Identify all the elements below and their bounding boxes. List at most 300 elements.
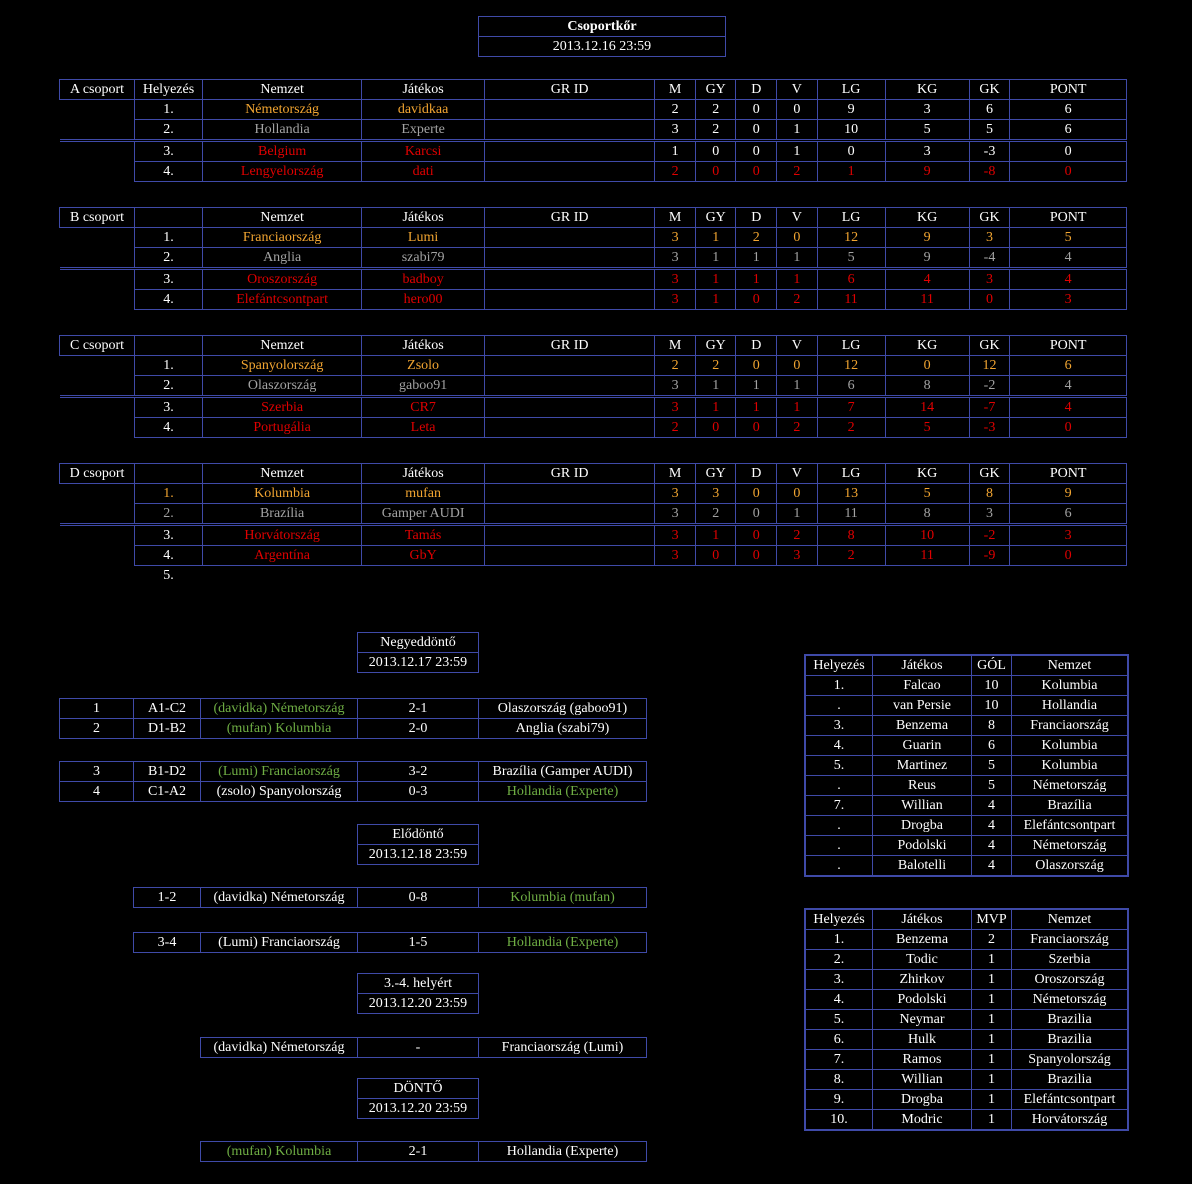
group-table-2: [59, 335, 1127, 438]
cell-pont: 6: [1010, 120, 1127, 141]
group-row: [60, 248, 1127, 269]
match-code: A1-C2: [134, 699, 201, 719]
cell-gk: 0: [969, 290, 1010, 310]
cell-grid: [484, 290, 654, 310]
mvp-cell: 1: [972, 970, 1012, 990]
cell-nation: Horvátország: [203, 525, 362, 546]
cell-grid: [484, 484, 654, 504]
cell-gy: 0: [695, 141, 736, 162]
cell-d: 0: [736, 120, 777, 141]
empty-cell: [777, 566, 818, 586]
scorers-cell: 5.: [806, 756, 873, 776]
empty-cell: [885, 566, 969, 586]
scorers-cell: 4: [972, 796, 1012, 816]
cell-lg: 2: [817, 418, 885, 438]
scorers-cell: Willian: [873, 796, 972, 816]
cell-d: 2: [736, 228, 777, 248]
scorers-cell: .: [806, 696, 873, 716]
cell-pont: 4: [1010, 376, 1127, 397]
cell-player: davidkaa: [362, 100, 485, 120]
cell-gk: -3: [969, 141, 1010, 162]
empty-cell: [695, 566, 736, 586]
third-away: Franciaország (Lumi): [479, 1038, 647, 1058]
cell-pos: 1.: [135, 356, 203, 376]
cell-lg: 10: [817, 120, 885, 141]
scorers-cell: Benzema: [873, 716, 972, 736]
cell-d: 0: [736, 546, 777, 566]
final-header: [357, 1078, 479, 1119]
cell-grid: [484, 546, 654, 566]
cell-nation: Oroszország: [203, 269, 362, 290]
header-kg: KG: [885, 208, 969, 228]
scorers-cell: Olaszország: [1012, 856, 1128, 876]
scorers-cell: Falcao: [873, 676, 972, 696]
cell-player: hero00: [362, 290, 485, 310]
cell-pont: 0: [1010, 162, 1127, 182]
cell-m: 3: [655, 228, 696, 248]
mvp-row: [806, 1030, 1128, 1050]
quarter-header: [357, 632, 479, 673]
cell-nation: Olaszország: [203, 376, 362, 397]
header-v: V: [777, 208, 818, 228]
page-date: 2013.12.16 23:59: [479, 37, 726, 57]
third-home: (davidka) Németország: [201, 1038, 358, 1058]
scorers-row: [806, 776, 1128, 796]
cell-m: 3: [655, 290, 696, 310]
cell-gk: -3: [969, 418, 1010, 438]
group-row: [60, 356, 1127, 376]
group-row: [60, 228, 1127, 248]
cell-pos: 2.: [135, 120, 203, 141]
group-row: [60, 546, 1127, 566]
mvp-cell: 10.: [806, 1110, 873, 1130]
mvp-cell: 6.: [806, 1030, 873, 1050]
mvp-row: [806, 990, 1128, 1010]
scorers-cell: Kolumbia: [1012, 756, 1128, 776]
cell-v: 0: [777, 356, 818, 376]
header-gy: GY: [695, 464, 736, 484]
cell-gy: 1: [695, 269, 736, 290]
cell-player: Gamper AUDI: [362, 504, 485, 525]
cell-v: 2: [777, 525, 818, 546]
cell-lg: 6: [817, 376, 885, 397]
cell-lg: 12: [817, 228, 885, 248]
scorers-header: Játékos: [873, 656, 972, 676]
scorers-cell: .: [806, 836, 873, 856]
scorers-table: [805, 655, 1128, 876]
mvp-cell: Benzema: [873, 930, 972, 950]
cell-v: 1: [777, 141, 818, 162]
scorers-cell: .: [806, 776, 873, 796]
mvp-cell: Spanyolország: [1012, 1050, 1128, 1070]
cell-v: 0: [777, 100, 818, 120]
empty-cell: [203, 566, 362, 586]
header-grid: GR ID: [484, 336, 654, 356]
cell-pont: 5: [1010, 228, 1127, 248]
header-v: V: [777, 336, 818, 356]
cell-nation: Hollandia: [203, 120, 362, 141]
row-spacer: [60, 120, 135, 141]
group-row: [60, 162, 1127, 182]
cell-d: 1: [736, 397, 777, 418]
scorers-row: [806, 736, 1128, 756]
row-spacer: [60, 290, 135, 310]
cell-v: 1: [777, 248, 818, 269]
cell-lg: 1: [817, 162, 885, 182]
cell-kg: 0: [885, 356, 969, 376]
cell-m: 2: [655, 418, 696, 438]
match-home: (Lumi) Franciaország: [201, 933, 358, 953]
match-away: Hollandia (Experte): [479, 933, 647, 953]
mvp-cell: Brazilia: [1012, 1070, 1128, 1090]
cell-v: 1: [777, 120, 818, 141]
cell-kg: 8: [885, 504, 969, 525]
match-home: (davidka) Németország: [201, 699, 358, 719]
header-nation: Nemzet: [203, 464, 362, 484]
header-box: [478, 16, 726, 57]
mvp-cell: Ramos: [873, 1050, 972, 1070]
mvp-cell: 1: [972, 990, 1012, 1010]
cell-gy: 2: [695, 504, 736, 525]
third-header: [357, 973, 479, 1014]
cell-player: dati: [362, 162, 485, 182]
header-lg: LG: [817, 464, 885, 484]
match-num: 4: [60, 782, 134, 802]
row-spacer: [60, 504, 135, 525]
group-row: [60, 484, 1127, 504]
scorers-cell: 7.: [806, 796, 873, 816]
row-spacer: [60, 356, 135, 376]
cell-kg: 3: [885, 100, 969, 120]
final-away: Hollandia (Experte): [479, 1142, 647, 1162]
header-pont: PONT: [1010, 464, 1127, 484]
cell-kg: 10: [885, 525, 969, 546]
final-home: (mufan) Kolumbia: [201, 1142, 358, 1162]
mvp-cell: Podolski: [873, 990, 972, 1010]
cell-pos: 4.: [135, 290, 203, 310]
scorers-header: Nemzet: [1012, 656, 1128, 676]
empty-cell: [362, 566, 485, 586]
row-spacer: [60, 525, 135, 546]
group-table-1: [59, 207, 1127, 310]
cell-kg: 11: [885, 290, 969, 310]
scorers-cell: Franciaország: [1012, 716, 1128, 736]
scorers-row: [806, 816, 1128, 836]
match-num: 2: [60, 719, 134, 739]
mvp-row: [806, 1010, 1128, 1030]
mvp-cell: 1: [972, 1070, 1012, 1090]
header-gy: GY: [695, 80, 736, 100]
cell-player: Leta: [362, 418, 485, 438]
cell-gy: 1: [695, 248, 736, 269]
cell-v: 1: [777, 269, 818, 290]
header-kg: KG: [885, 336, 969, 356]
cell-lg: 5: [817, 248, 885, 269]
cell-m: 3: [655, 504, 696, 525]
scorers-cell: Brazília: [1012, 796, 1128, 816]
third-date: 2013.12.20 23:59: [358, 994, 479, 1014]
quarter-match: [60, 762, 647, 782]
scorers-cell: Podolski: [873, 836, 972, 856]
cell-pos: 3.: [135, 397, 203, 418]
scorers-cell: 6: [972, 736, 1012, 756]
header-player: Játékos: [362, 208, 485, 228]
scorers-cell: Kolumbia: [1012, 736, 1128, 756]
cell-d: 0: [736, 484, 777, 504]
header-gy: GY: [695, 208, 736, 228]
cell-gy: 1: [695, 525, 736, 546]
mvp-cell: Hulk: [873, 1030, 972, 1050]
cell-d: 0: [736, 525, 777, 546]
match-code: 3-4: [134, 933, 201, 953]
scorers-cell: Németország: [1012, 836, 1128, 856]
scorers-cell: Drogba: [873, 816, 972, 836]
cell-pont: 4: [1010, 248, 1127, 269]
scorers-cell: 4: [972, 856, 1012, 876]
cell-v: 3: [777, 546, 818, 566]
header-gk: GK: [969, 208, 1010, 228]
cell-pos: 3.: [135, 525, 203, 546]
group-name: C csoport: [60, 336, 135, 356]
header-pos: Helyezés: [135, 80, 203, 100]
cell-player: GbY: [362, 546, 485, 566]
scorers-header: Helyezés: [806, 656, 873, 676]
cell-nation: Lengyelország: [203, 162, 362, 182]
scorers-cell: 1.: [806, 676, 873, 696]
empty-cell: [655, 566, 696, 586]
cell-m: 3: [655, 376, 696, 397]
cell-grid: [484, 228, 654, 248]
cell-pos: 2.: [135, 248, 203, 269]
match-score: 2-1: [358, 699, 479, 719]
header-pos: [135, 336, 203, 356]
mvp-cell: 1: [972, 1030, 1012, 1050]
cell-pos: 4.: [135, 162, 203, 182]
cell-kg: 9: [885, 248, 969, 269]
cell-grid: [484, 397, 654, 418]
scorers-cell: Guarin: [873, 736, 972, 756]
scorers-cell: Martinez: [873, 756, 972, 776]
mvp-cell: Neymar: [873, 1010, 972, 1030]
cell-pos: 4.: [135, 418, 203, 438]
mvp-cell: Brazilia: [1012, 1030, 1128, 1050]
header-pos: [135, 208, 203, 228]
scorers-cell: Hollandia: [1012, 696, 1128, 716]
row-spacer: [60, 248, 135, 269]
cell-m: 3: [655, 484, 696, 504]
cell-lg: 11: [817, 290, 885, 310]
cell-kg: 5: [885, 484, 969, 504]
header-v: V: [777, 80, 818, 100]
quarter-match: [60, 719, 647, 739]
scorers-cell: .: [806, 816, 873, 836]
header-nation: Nemzet: [203, 80, 362, 100]
header-kg: KG: [885, 80, 969, 100]
cell-d: 0: [736, 100, 777, 120]
header-lg: LG: [817, 208, 885, 228]
cell-m: 3: [655, 269, 696, 290]
mvp-cell: Horvátország: [1012, 1110, 1128, 1130]
scorers-row: [806, 836, 1128, 856]
cell-kg: 5: [885, 418, 969, 438]
cell-nation: Argentína: [203, 546, 362, 566]
cell-nation: Kolumbia: [203, 484, 362, 504]
scorers-cell: Reus: [873, 776, 972, 796]
cell-pos: 1.: [135, 100, 203, 120]
match-score: 2-0: [358, 719, 479, 739]
scorers-cell: 10: [972, 676, 1012, 696]
cell-gk: 3: [969, 269, 1010, 290]
match-num: 3: [60, 762, 134, 782]
cell-gk: -2: [969, 525, 1010, 546]
match-away: Hollandia (Experte): [479, 782, 647, 802]
row-spacer: [60, 376, 135, 397]
mvp-cell: 9.: [806, 1090, 873, 1110]
header-d: D: [736, 336, 777, 356]
semi-date: 2013.12.18 23:59: [358, 845, 479, 865]
cell-player: Experte: [362, 120, 485, 141]
cell-lg: 7: [817, 397, 885, 418]
group-row: [60, 100, 1127, 120]
cell-lg: 6: [817, 269, 885, 290]
cell-nation: Spanyolország: [203, 356, 362, 376]
cell-gy: 0: [695, 162, 736, 182]
cell-m: 3: [655, 397, 696, 418]
cell-m: 2: [655, 100, 696, 120]
cell-nation: Belgium: [203, 141, 362, 162]
scorers-row: [806, 856, 1128, 876]
page-title: Csoportkőr: [479, 17, 726, 37]
cell-kg: 9: [885, 228, 969, 248]
header-player: Játékos: [362, 464, 485, 484]
header-gy: GY: [695, 336, 736, 356]
empty-cell: [1010, 566, 1127, 586]
cell-gy: 1: [695, 290, 736, 310]
cell-kg: 14: [885, 397, 969, 418]
quarter-date: 2013.12.17 23:59: [358, 653, 479, 673]
cell-gy: 1: [695, 397, 736, 418]
cell-gy: 3: [695, 484, 736, 504]
semi-title: Elődöntő: [358, 825, 479, 845]
scorers-cell: 5: [972, 776, 1012, 796]
cell-gy: 2: [695, 120, 736, 141]
mvp-cell: Todic: [873, 950, 972, 970]
scorers-cell: Balotelli: [873, 856, 972, 876]
match-score: 3-2: [358, 762, 479, 782]
cell-pont: 0: [1010, 418, 1127, 438]
match-code: 1-2: [134, 888, 201, 908]
group-row: [60, 120, 1127, 141]
match-score: 0-8: [358, 888, 479, 908]
header-player: Játékos: [362, 80, 485, 100]
scorers-row: [806, 716, 1128, 736]
cell-m: 1: [655, 141, 696, 162]
cell-gk: 5: [969, 120, 1010, 141]
mvp-header: Játékos: [873, 910, 972, 930]
group-row: [60, 376, 1127, 397]
scorers-cell: 3.: [806, 716, 873, 736]
scorers-cell: van Persie: [873, 696, 972, 716]
cell-gk: -8: [969, 162, 1010, 182]
scorers-cell: 8: [972, 716, 1012, 736]
group-row: [60, 525, 1127, 546]
cell-m: 3: [655, 248, 696, 269]
cell-grid: [484, 504, 654, 525]
cell-kg: 11: [885, 546, 969, 566]
mvp-cell: Elefántcsontpart: [1012, 1090, 1128, 1110]
cell-pont: 0: [1010, 546, 1127, 566]
scorers-cell: 4: [972, 836, 1012, 856]
mvp-cell: Franciaország: [1012, 930, 1128, 950]
header-d: D: [736, 80, 777, 100]
scorers-cell: Elefántcsontpart: [1012, 816, 1128, 836]
mvp-row: [806, 1110, 1128, 1130]
header-v: V: [777, 464, 818, 484]
match-num: 1: [60, 699, 134, 719]
mvp-cell: 7.: [806, 1050, 873, 1070]
cell-player: Lumi: [362, 228, 485, 248]
mvp-cell: 1: [972, 1010, 1012, 1030]
cell-d: 1: [736, 248, 777, 269]
cell-v: 1: [777, 376, 818, 397]
cell-gy: 0: [695, 546, 736, 566]
match-code: C1-A2: [134, 782, 201, 802]
scorers-cell: 10: [972, 696, 1012, 716]
cell-pont: 6: [1010, 504, 1127, 525]
scorers-row: [806, 756, 1128, 776]
group-name: A csoport: [60, 80, 135, 100]
cell-gk: 3: [969, 504, 1010, 525]
match-home: (zsolo) Spanyolország: [201, 782, 358, 802]
row-spacer: [60, 484, 135, 504]
mvp-row: [806, 970, 1128, 990]
header-grid: GR ID: [484, 464, 654, 484]
row-spacer: [60, 566, 135, 586]
header-pont: PONT: [1010, 80, 1127, 100]
scorers-row: [806, 676, 1128, 696]
cell-gk: -4: [969, 248, 1010, 269]
header-nation: Nemzet: [203, 208, 362, 228]
third-title: 3.-4. helyért: [358, 974, 479, 994]
cell-gk: -2: [969, 376, 1010, 397]
match-home: (davidka) Németország: [201, 888, 358, 908]
mvp-row: [806, 950, 1128, 970]
cell-pos: 2.: [135, 504, 203, 525]
cell-nation: Anglia: [203, 248, 362, 269]
cell-gk: -7: [969, 397, 1010, 418]
mvp-cell: 4.: [806, 990, 873, 1010]
match-code: D1-B2: [134, 719, 201, 739]
quarter-title: Negyeddöntő: [358, 633, 479, 653]
quarter-block-1: [59, 761, 647, 802]
header-pont: PONT: [1010, 336, 1127, 356]
cell-d: 0: [736, 356, 777, 376]
cell-lg: 12: [817, 356, 885, 376]
third-score: -: [358, 1038, 479, 1058]
header-grid: GR ID: [484, 80, 654, 100]
cell-grid: [484, 162, 654, 182]
cell-gk: -9: [969, 546, 1010, 566]
cell-m: 3: [655, 120, 696, 141]
header-gk: GK: [969, 464, 1010, 484]
cell-gk: 8: [969, 484, 1010, 504]
mvp-cell: 3.: [806, 970, 873, 990]
cell-gy: 2: [695, 100, 736, 120]
cell-player: Tamás: [362, 525, 485, 546]
cell-kg: 3: [885, 141, 969, 162]
cell-v: 2: [777, 418, 818, 438]
group-table-3: [59, 463, 1127, 585]
